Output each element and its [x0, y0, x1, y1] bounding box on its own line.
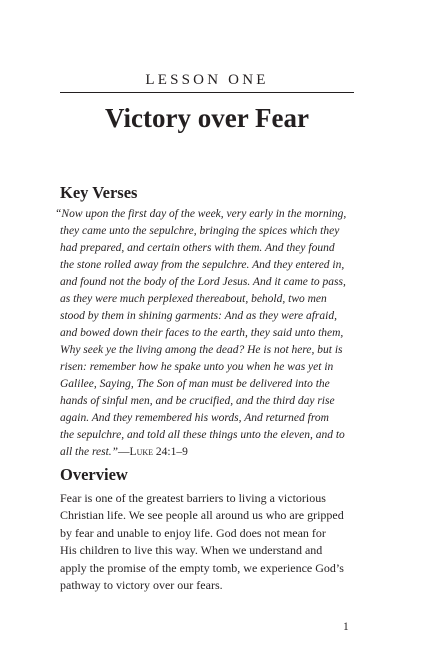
header-rule: [60, 92, 354, 93]
verse-line: the stone rolled away from the sepulchre. And they entered in,: [60, 259, 345, 271]
key-verses-text: [55, 206, 360, 461]
overview-text: [60, 490, 360, 594]
verse-line: had prepared, and certain others with them. And they found: [60, 242, 335, 254]
lesson-label: LESSON ONE: [145, 72, 269, 88]
page-title: Victory over Fear: [105, 103, 309, 133]
overview-line: by fear and unable to enjoy life. God does not mean for: [60, 525, 326, 540]
key-verses-heading: Key Verses: [60, 183, 138, 202]
verse-line: again. And they remembered his words, And returned from: [60, 412, 329, 424]
verse-line: hands of sinful men, and be crucified, and the third day rise: [60, 395, 335, 407]
overview-line: pathway to victory over our fears.: [60, 578, 223, 593]
overview-line: apply the promise of the empty tomb, we experience God’s: [60, 560, 344, 575]
verse-line: the sepulchre, and told all these things unto the eleven, and to: [60, 429, 345, 441]
verse-line: and found not the body of the Lord Jesus. And it came to pass,: [60, 276, 346, 288]
page-number: 1: [343, 621, 349, 633]
verse-line-text: all the rest.”: [60, 446, 119, 458]
verse-line: Why seek ye the living among the dead? He is not here, but is: [60, 344, 343, 356]
overview-line: His children to live this way. When we understand and: [60, 543, 323, 558]
verse-line: and bowed down their faces to the earth, they said unto them,: [60, 327, 344, 339]
overview-line: Fear is one of the greatest barriers to living a victorious: [60, 491, 326, 505]
overview-line: Christian life. We see people all around us who are gripped: [60, 508, 344, 523]
verse-last-line: [60, 444, 360, 461]
overview-heading: Overview: [60, 465, 128, 484]
verse-line: “Now upon the first day of the week, very early in the morning,: [55, 208, 347, 220]
verse-line: Galilee, Saying, The Son of man must be delivered into the: [60, 378, 330, 390]
verse-line: risen: remember how he spake unto you when he was yet in: [60, 361, 334, 373]
verse-line: as they were much perplexed thereabout, behold, two men: [60, 293, 327, 305]
verse-reference: —Luke 24:1–9: [118, 446, 188, 458]
verse-line: they came unto the sepulchre, bringing the spices which they: [60, 225, 340, 237]
verse-line: stood by them in shining garments: And as they were afraid,: [60, 310, 337, 322]
